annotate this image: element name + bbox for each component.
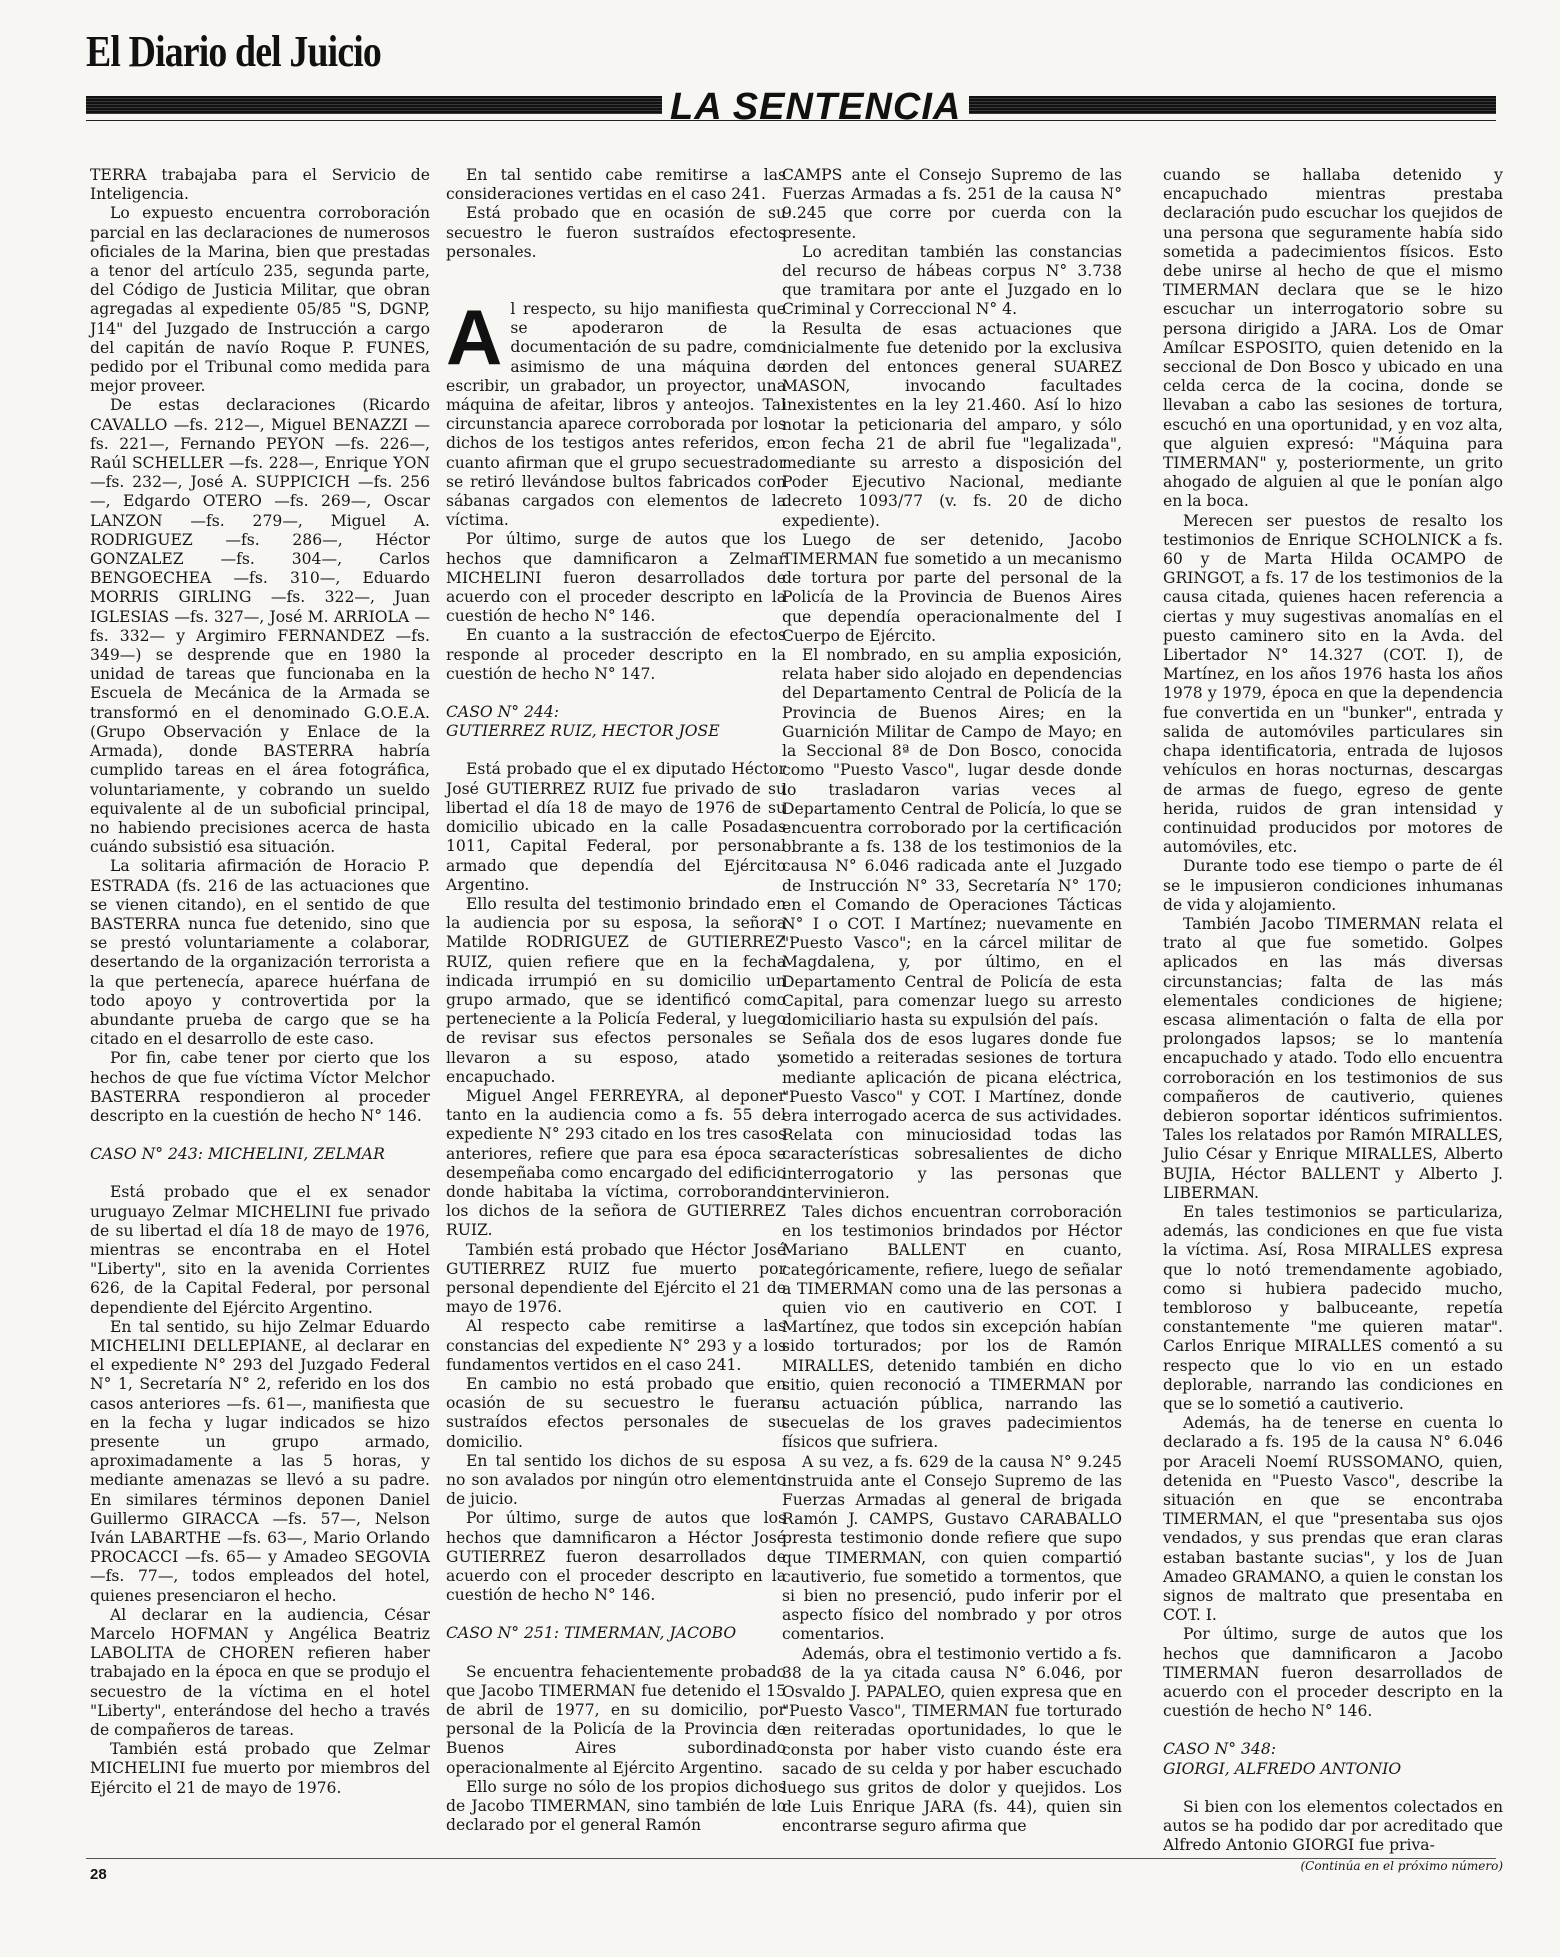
body-paragraph: También está probado que Zelmar MICHELINI fue muerto por miembros del Ejército el 21 de mayo de 1976. [90, 1740, 430, 1797]
paragraph-spacer [446, 1605, 786, 1624]
body-paragraph: A su vez, a fs. 629 de la causa N° 9.245 instruida ante el Consejo Supremo de las Fuerzas Armadas al general de brigada Ramón J. CAMPS, Gustavo CARABALLO presta testimonio donde refiere que supo que TIMERMAN, con quien compartió cautiverio, fue sometido a tormentos, que si bien no presenció, pudo inferir por el aspecto físico del nombrado y por otros comentarios. [782, 1452, 1122, 1644]
body-paragraph: Lo expuesto encuentra corroboración parcial en las declaraciones de numerosos oficiales de la Marina, bien que prestadas a tenor del artículo 235, segunda parte, del Código de Justicia Militar, que obran agregadas al expediente 05/85 "S, DGNP, J14" del Juzgado de Instrucción a cargo del capitán de navío Roque P. FUNES, pedido por el Tribunal como medida para mejor proveer. [90, 204, 430, 396]
dropcap-paragraph-text: l respecto, su hijo manifiesta que se apoderaron de la documentación de su padre, como asimismo de una máquina de escribir, un grabador, un proyector, una máquina de afeitar, libros y anteojos. Tal circunstancia aparece corroborada por los dichos de los testigos antes referidos, en cuanto afirman que el grupo secuestrador se retiró llevándose bultos fabricados con sábanas cargados con elementos de la víctima. [446, 300, 786, 530]
body-paragraph: Por último, surge de autos que los hechos que damnificaron a Héctor José GUTIERREZ fueron desarrollados de acuerdo con el proceder descripto en la cuestión de hecho N° 146. [446, 1509, 786, 1605]
body-paragraph: El nombrado, en su amplia exposición, relata haber sido alojado en dependencias del Departamento Central de Policía de la Provincia de Buenos Aires; en la Guarnición Militar de Campo de Mayo; en la Seccional 8ª de Don Bosco, conocida como "Puesto Vasco", lugar desde donde lo trasladaron varias veces al Departamento Central de Policía, lo que se encuentra corroborado por la certificación obrante a fs. 138 de los testimonios de la causa N° 6.046 radicada ante el Juzgado de Instrucción N° 33, Secretaría N° 170; en el Comando de Operaciones Tácticas N° I o COT. I Martínez; nuevamente en "Puesto Vasco"; en la cárcel militar de Magdalena, y, por último, en el Departamento Central de Policía de esta Capital, para comenzar luego su arresto domiciliario hasta su expulsión del país. [782, 646, 1122, 1029]
body-paragraph: Está probado que en ocasión de su secuestro le fueron sustraídos efectos personales. [446, 204, 786, 261]
body-paragraph: Luego de ser detenido, Jacobo TIMERMAN fue sometido a un mecanismo de tortura por parte del personal de la Policía de la Provincia de Buenos Aires que dependía operacionalmente del I Cuerpo de Ejército. [782, 530, 1122, 645]
body-paragraph: Durante todo ese tiempo o parte de él se le impusieron condiciones inhumanas de vida y alojamiento. [1163, 857, 1503, 914]
body-paragraph: Si bien con los elementos colectados en autos se ha podido dar por acreditado que Alfredo Antonio GIORGI fue priva- [1163, 1797, 1503, 1855]
paragraph-spacer [90, 1126, 430, 1145]
case-heading: GIORGI, ALFREDO ANTONIO [1163, 1759, 1402, 1778]
paragraph-spacer [90, 1164, 430, 1183]
article-column-1 [90, 166, 430, 1798]
body-paragraph: TERRA trabajaba para el Servicio de Inteligencia. [90, 166, 430, 204]
body-paragraph: Merecen ser puestos de resalto los testimonios de Enrique SCHOLNICK a fs. 60 y de Marta Hilda OCAMPO de GRINGOT, a fs. 17 de los testimonios de la causa citada, quienes hacen referencia a ciertas y muy sugestivas anomalías en el puesto caminero sito en la Avda. del Libertador N° 14.327 (COT. I), de Martínez, en los años 1976 hasta los años 1978 y 1979, época en que la dependencia fue convertida en un "bunker", entrada y salida de automóviles particulares sin chapa identificatoria, entrada de lujosos vehículos en horas nocturnas, descargas de armas de fuego, egreso de gente herida, ruidos de gran intensidad y continuidad producidos por motores de automóviles, etc. [1163, 511, 1503, 857]
body-paragraph: También Jacobo TIMERMAN relata el trato al que fue sometido. Golpes aplicados en las más diversas circunstancias; falta de las más elementales condiciones de higiene; escasa alimentación o falta de ella por prolongados lapsos; se lo mantenía encapuchado y atado. Todo ello encuentra corroboración en los testimonios de sus compañeros de cautiverio, quienes debieron soportar idénticos sufrimientos. Tales los relatados por Ramón MIRALLES, Julio César y Enrique MIRALLES, Alberto BUJIA, Héctor BALLENT y Alberto J. LIBERMAN. [1163, 914, 1503, 1202]
body-paragraph: Al respecto cabe remitirse a las constancias del expediente N° 293 y a los fundamentos vertidos en el caso 241. [446, 1317, 786, 1374]
body-paragraph: También está probado que Héctor José GUTIERREZ RUIZ fue muerto por personal dependiente del Ejército el 21 de mayo de 1976. [446, 1240, 786, 1317]
article-column-4 [1163, 166, 1503, 1877]
paragraph-spacer [1163, 1721, 1503, 1740]
body-paragraph: En tales testimonios se particulariza, además, las condiciones en que fue vista la víctima. Así, Rosa MIRALLES expresa que lo notó tremendamente agobiado, como si hubiera padecido mucho, tembloroso y balbuceante, repetía constantemente "me quieren matar". Carlos Enrique MIRALLES comentó a su respecto que lo vio en un estado deplorable, narrando las condiciones en que se lo sometió a cautiverio. [1163, 1202, 1503, 1413]
page-number: 28 [90, 1866, 107, 1883]
body-paragraph: En cambio no está probado que en ocasión de su secuestro le fueran sustraídos efectos personales de su domicilio. [446, 1374, 786, 1451]
body-paragraph: En tal sentido cabe remitirse a las consideraciones vertidas en el caso 241. [446, 166, 786, 204]
paragraph-spacer [446, 741, 786, 760]
body-paragraph: Lo acreditan también las constancias del recurso de hábeas corpus N° 3.738 que tramitara por ante el Juzgado en lo Criminal y Correccional N° 4. [782, 242, 1122, 319]
footer-divider [86, 1858, 1496, 1859]
article-column-3 [782, 166, 1122, 1837]
body-paragraph: Tales dichos encuentran corroboración en los testimonios brindados por Héctor Mariano BALLENT en cuanto, categóricamente, refiere, luego de señalar a TIMERMAN como una de las personas a quien vio en cautiverio en COT. I Martínez, que todos sin excepción habían sido torturados; por los de Ramón MIRALLES, detenido también en dicho sitio, quien reconoció a TIMERMAN por su actuación pública, narrando las secuelas de los graves padecimientos físicos que sufriera. [782, 1202, 1122, 1452]
continuation-note: (Continúa en el próximo número) [1300, 1859, 1503, 1874]
body-paragraph: La solitaria afirmación de Horacio P. ESTRADA (fs. 216 de las actuaciones que se vienen citando), en el sentido de que BASTERRA nunca fue detenido, sino que se prestó voluntariamente a colaborar, desertando de la organización terrorista a la que pertenecía, aparece huérfana de todo apoyo y controvertida por la abundante prueba de cargo que se ha citado en el desarrollo de este caso. [90, 857, 430, 1049]
body-paragraph: Está probado que el ex senador uruguayo Zelmar MICHELINI fue privado de su libertad el día 18 de mayo de 1976, mientras se encontraba en el Hotel "Liberty", sito en la avenida Corrientes 626, de la Capital Federal, por personal dependiente del Ejército Argentino. [90, 1183, 430, 1317]
body-paragraph: En cuanto a la sustracción de efectos responde al proceder descripto en la cuestión de hecho N° 147. [446, 626, 786, 683]
header-divider [86, 120, 1496, 121]
case-heading: CASO N° 251: TIMERMAN, JACOBO [446, 1624, 737, 1643]
body-paragraph: Resulta de esas actuaciones que inicialmente fue detenido por la exclusiva orden del entonces general SUAREZ MASON, invocando facultades inexistentes en la ley 21.460. Así lo hizo notar la peticionaria del amparo, y sólo con fecha 21 de abril fue "legalizada", mediante su arresto a disposición del Poder Ejecutivo Nacional, mediante decreto 1093/77 (v. fs. 20 de dicho expediente). [782, 319, 1122, 530]
paragraph-spacer [446, 1644, 786, 1663]
body-paragraph: Además, ha de tenerse en cuenta lo declarado a fs. 195 de la causa N° 6.046 por Araceli Noemí RUSSOMANO, quien, detenida en "Puesto Vasco", describe la situación en que se encontraba TIMERMAN, el que "presentaba sus ojos vendados, y sus prendas que eran claras estaban bastante sucias", y los de Juan Amadeo GRAMANO, a quien le constan los signos de maltrato que presentaba en COT. I. [1163, 1414, 1503, 1625]
dropcap-paragraph [446, 293, 786, 530]
section-title: LA SENTENCIA [662, 88, 969, 126]
body-paragraph: De estas declaraciones (Ricardo CAVALLO —fs. 212—, Miguel BENAZZI —fs. 221—, Fernando PEYON —fs. 226—, Raúl SCHELLER —fs. 228—, Enrique YON —fs. 232—, José A. SUPPICICH —fs. 256—, Edgardo OTERO —fs. 269—, Oscar LANZON —fs. 279—, Miguel A. RODRIGUEZ —fs. 286—, Héctor GONZALEZ —fs. 304—, Carlos BENGOECHEA —fs. 310—, Eduardo MORRIS GIRLING —fs. 322—, Juan IGLESIAS —fs. 327—, José M. ARRIOLA —fs. 332— y Argimiro FERNANDEZ —fs. 349—) se desprende que en 1980 la unidad de tareas que funcionaba en la Escuela de Mecánica de la Armada se transformó en el denominado G.O.E.A. (Grupo Observación y Enlace de la Armada), donde BASTERRA habría cumplido tareas en el área fotográfica, voluntariamente, y cobrando un sueldo equivalente al de un suboficial principal, no habiendo precisiones acerca de hasta cuándo subsistió esa situación. [90, 396, 430, 857]
body-paragraph: Por último, surge de autos que los hechos que damnificaron a Jacobo TIMERMAN fueron desarrollados de acuerdo con el proceder descripto en la cuestión de hecho N° 146. [1163, 1625, 1503, 1721]
body-paragraph: Por último, surge de autos que los hechos que damnificaron a Zelmar MICHELINI fueron desarrollados de acuerdo con el proceder descripto en la cuestión de hecho N° 146. [446, 530, 786, 626]
body-paragraph: Ello resulta del testimonio brindado en la audiencia por su esposa, la señora Matilde RODRIGUEZ de GUTIERREZ RUIZ, quien refiere que en la fecha indicada irrumpió en su domicilio un grupo armado, que se identificó como perteneciente a la Policía Federal, y luego de revisar sus efectos personales se llevaron a su esposo, atado y encapuchado. [446, 894, 786, 1086]
body-paragraph: Al declarar en la audiencia, César Marcelo HOFMAN y Angélica Beatriz LABOLITA de CHOREN refieren haber trabajado en la época en que se produjo el secuestro de la víctima en el hotel "Liberty", enterándose del hecho a través de compañeros de tareas. [90, 1605, 430, 1740]
case-heading: GUTIERREZ RUIZ, HECTOR JOSE [446, 722, 720, 741]
body-paragraph: En tal sentido los dichos de su esposa no son avalados por ningún otro elemento de juicio. [446, 1451, 786, 1509]
paragraph-spacer [446, 262, 786, 281]
masthead [86, 26, 1496, 128]
paragraph-spacer [1163, 1779, 1503, 1798]
body-paragraph: Por fin, cabe tener por cierto que los hechos de que fue víctima Víctor Melchor BASTERRA respondieron al proceder descripto en la cuestión de hecho N° 146. [90, 1049, 430, 1125]
body-paragraph: Señala dos de esos lugares donde fue sometido a reiteradas sesiones de tortura mediante aplicación de picana eléctrica, "Puesto Vasco" y COT. I Martínez, donde era interrogado acerca de sus actividades. Relata con minuciosidad todas las características sobresalientes de dicho interrogatorio y las personas que intervinieron. [782, 1030, 1122, 1202]
case-heading: CASO N° 348: [1163, 1740, 1277, 1759]
body-paragraph: Está probado que el ex diputado Héctor José GUTIERREZ RUIZ fue privado de su libertad el día 18 de mayo de 1976 de su domicilio ubicado en la calle Posadas 1011, Capital Federal, por personal armado que dependía del Ejército Argentino. [446, 760, 786, 894]
case-heading: CASO N° 244: [446, 703, 560, 722]
article-column-2 [446, 166, 786, 1835]
body-paragraph: Se encuentra fehacientemente probado que Jacobo TIMERMAN fue detenido el 15 de abril de 1977, en su domicilio, por personal de la Policía de la Provincia de Buenos Aires subordinado operacionalmente al Ejército Argentino. [446, 1662, 786, 1777]
paragraph-spacer [446, 684, 786, 703]
body-paragraph: Miguel Angel FERREYRA, al deponer tanto en la audiencia como a fs. 55 del expediente N° 293 citado en los tres casos anteriores, refiere que para esa época se desempeñaba como encargado del edificio donde habitaba la víctima, corroborando los dichos de la señora de GUTIERREZ RUIZ. [446, 1086, 786, 1240]
body-paragraph: cuando se hallaba detenido y encapuchado mientras prestaba declaración pudo escuchar los quejidos de una persona que seguramente había sido sometida a padecimientos físicos. Esto debe unirse al hecho de que el mismo TIMERMAN declara que se le hizo escuchar un interrogatorio sobre su persona dirigido a JARA. Los de Omar Amílcar ESPOSITO, quien detenido en la seccional de Don Bosco y ubicado en una celda cerca de la cocina, donde se llevaban a cabo las sesiones de tortura, escuchó en una oportunidad, y en voz alta, que alguien expresó: "Máquina para TIMERMAN" y, posteriormente, un grito ahogado de alguien al que le ponían algo en la boca. [1163, 166, 1503, 511]
body-paragraph: En tal sentido, su hijo Zelmar Eduardo MICHELINI DELLEPIANE, al declarar en el expediente N° 293 del Juzgado Federal N° 1, Secretaría N° 2, referido en los dos casos anteriores —fs. 61—, manifiesta que en la fecha y lugar indicados se hizo presente un grupo armado, aproximadamente a las 5 horas, y mediante amenazas se llevó a su padre. En similares términos deponen Daniel Guillermo GIRACCA —fs. 57—, Nelson Iván LABARTHE —fs. 63—, Mario Orlando PROCACCI —fs. 65— y Amadeo SEGOVIA —fs. 77—, todos empleados del hotel, quienes presenciaron el hecho. [90, 1317, 430, 1605]
case-heading: CASO N° 243: MICHELINI, ZELMAR [90, 1145, 385, 1164]
body-paragraph: Ello surge no sólo de los propios dichos de Jacobo TIMERMAN, sino también de lo declarado por el general Ramón [446, 1777, 786, 1835]
publication-title: El Diario del Juicio [86, 27, 381, 76]
body-paragraph: CAMPS ante el Consejo Supremo de las Fuerzas Armadas a fs. 251 de la causa N° 9.245 que corre por cuerda con la presente. [782, 166, 1122, 242]
drop-cap-letter: A [446, 293, 503, 382]
body-paragraph: Además, obra el testimonio vertido a fs. 38 de la ya citada causa N° 6.046, por Osvaldo J. PAPALEO, quien expresa que en "Puesto Vasco", TIMERMAN fue torturado en reiteradas oportunidades, lo que le consta por haber visto cuando éste era sacado de su celda y por haber escuchado luego sus gritos de dolor y quejidos. Los de Luis Enrique JARA (fs. 44), quien sin encontrarse seguro afirma que [782, 1644, 1122, 1836]
